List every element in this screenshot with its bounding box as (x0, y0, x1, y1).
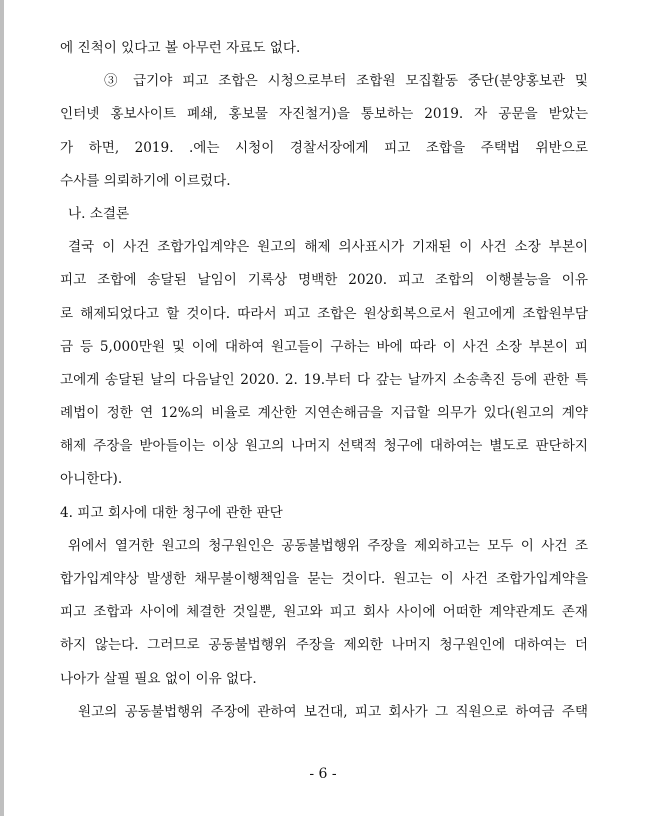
text-line: 해제 주장을 받아들이는 이상 원고의 나머지 선택적 청구에 대하여는 별도로 판단하지 (60, 438, 588, 455)
text-line: 수사를 의뢰하기에 이르렀다. (60, 172, 231, 189)
section-heading: 나. 소결론 (68, 205, 130, 222)
text-line: 위에서 열거한 원고의 청구원인은 공동불법행위 주장을 제외하고는 모두 이 사건 조 (68, 537, 588, 554)
text-line: 례법이 정한 연 12%의 비율로 계산한 지연손해금을 지급할 의무가 있다(원고의 계약 (60, 405, 588, 422)
section-heading: 4. 피고 회사에 대한 청구에 관한 판단 (60, 504, 283, 521)
text-line: 하지 않는다. 그러므로 공동불법행위 주장을 제외한 나머지 청구원인에 대하여는 더 (60, 637, 588, 654)
text-line: 에 진척이 있다고 볼 아무런 자료도 없다. (60, 40, 301, 56)
text-line: 나아가 살필 필요 없이 이유 없다. (60, 670, 257, 687)
text-line: 인터넷 홍보사이트 폐쇄, 홍보물 자진철거)을 통보하는 2019. 자 공문을 받았는 (60, 106, 588, 123)
text-line: 원고의 공동불법행위 주장에 관하여 보건대, 피고 회사가 그 직원으로 하여금 주택 (78, 703, 588, 720)
text-line: 아니한다). (60, 471, 123, 488)
document-page (60, 32, 588, 729)
text-line: 피고 조합과 사이에 체결한 것일뿐, 원고와 피고 회사 사이에 어떠한 계약관계도 존재 (60, 604, 588, 621)
page-number: - 6 - (309, 766, 337, 782)
text-line: 고에게 송달된 날의 다음날인 2020. 2. 19.부터 다 갚는 날까지 소송촉진 등에 관한 특 (60, 371, 588, 388)
text-line: 결국 이 사건 조합가입계약은 원고의 해제 의사표시가 기재된 이 사건 소장 부본이 (68, 239, 588, 256)
text-line: 로 해제되었다고 할 것이다. 따라서 피고 조합은 원상회복으로서 원고에게 조합원부담 (60, 305, 588, 322)
text-line: 합가입계약상 발생한 채무불이행책임을 묻는 것이다. 원고는 이 사건 조합가입계약을 (60, 571, 588, 587)
text-line: ③ 급기야 피고 조합은 시청으로부터 조합원 모집활동 중단(분양홍보관 및 (104, 73, 588, 90)
text-line: 피고 조합에 송달된 날임이 기록상 명백한 2020. 피고 조합의 이행불능을 이유 (60, 272, 588, 289)
page-left-border (0, 0, 4, 816)
text-line: 가 하면, 2019. .에는 시청이 경찰서장에게 피고 조합을 주택법 위반으로 (60, 139, 588, 156)
text-line: 금 등 5,000만원 및 이에 대하여 원고들이 구하는 바에 따라 이 사건 소장 부본이 피 (60, 338, 588, 355)
